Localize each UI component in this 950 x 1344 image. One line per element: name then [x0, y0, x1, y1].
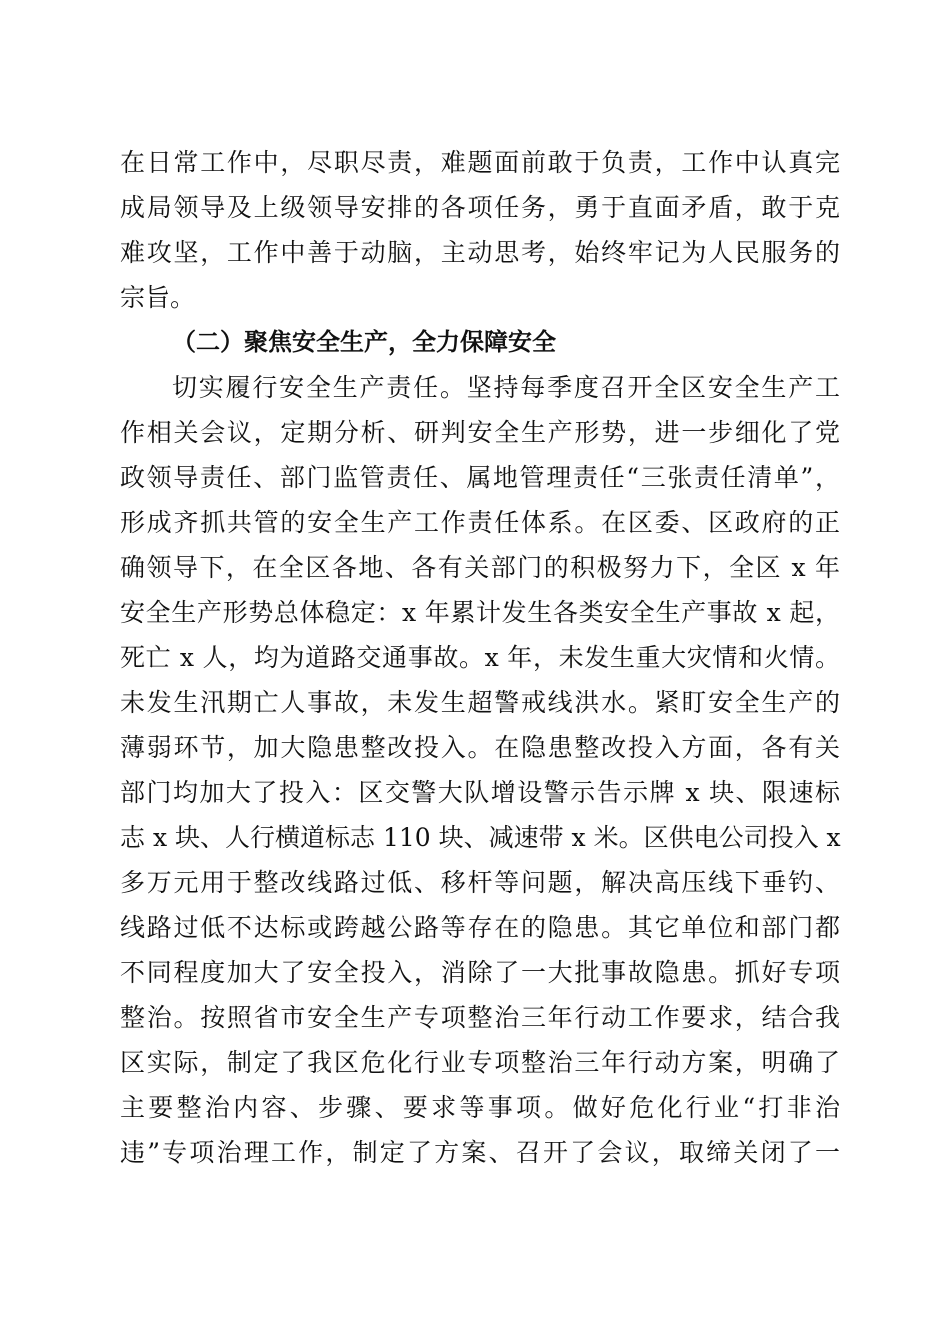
paragraph-1-line: 宗旨。	[120, 283, 196, 312]
paragraph-1-line: 成局领导及上级领导安排的各项任务，勇于直面矛盾，敢于克	[120, 193, 840, 222]
section-heading: （二）聚焦安全生产，全力保障安全	[172, 328, 556, 356]
paragraph-2-line: 作相关会议，定期分析、研判安全生产形势，进一步细化了党	[120, 418, 840, 447]
paragraph-2-line: 形成齐抓共管的安全生产工作责任体系。在区委、区政府的正	[120, 508, 840, 537]
paragraph-2-line: 线路过低不达标或跨越公路等存在的隐患。其它单位和部门都	[120, 913, 840, 942]
paragraph-2-line: 违”专项治理工作，制定了方案、召开了会议，取缔关闭了一	[120, 1138, 840, 1167]
document-body	[120, 140, 840, 1175]
paragraph-1-line: 难攻坚，工作中善于动脑，主动思考，始终牢记为人民服务的	[120, 238, 840, 267]
paragraph-2-line: 区实际，制定了我区危化行业专项整治三年行动方案，明确了	[120, 1048, 840, 1077]
paragraph-2-line: 政领导责任、部门监管责任、属地管理责任“三张责任清单”，	[120, 463, 840, 492]
paragraph-1-line: 在日常工作中，尽职尽责，难题面前敢于负责，工作中认真完	[120, 148, 840, 177]
paragraph-2-line: 不同程度加大了安全投入，消除了一大批事故隐患。抓好专项	[120, 958, 840, 987]
paragraph-2-line: 确领导下，在全区各地、各有关部门的积极努力下，全区 x 年	[120, 553, 840, 582]
paragraph-2-line: 安全生产形势总体稳定：x 年累计发生各类安全生产事故 x 起，	[120, 598, 840, 627]
paragraph-2-line: 多万元用于整改线路过低、移杆等问题，解决高压线下垂钓、	[120, 868, 840, 897]
paragraph-2-line: 未发生汛期亡人事故，未发生超警戒线洪水。紧盯安全生产的	[120, 688, 840, 717]
paragraph-2-line: 切实履行安全生产责任。坚持每季度召开全区安全生产工	[172, 373, 840, 402]
paragraph-2-line: 部门均加大了投入：区交警大队增设警示告示牌 x 块、限速标	[120, 778, 840, 807]
paragraph-2-line: 志 x 块、人行横道标志 110 块、减速带 x 米。区供电公司投入 x	[120, 823, 841, 852]
paragraph-2-line: 薄弱环节，加大隐患整改投入。在隐患整改投入方面，各有关	[120, 733, 840, 762]
paragraph-2-line: 主要整治内容、步骤、要求等事项。做好危化行业“打非治	[120, 1093, 840, 1122]
paragraph-2-line: 死亡 x 人，均为道路交通事故。x 年，未发生重大灾情和火情。	[120, 643, 840, 672]
paragraph-2-line: 整治。按照省市安全生产专项整治三年行动工作要求，结合我	[120, 1003, 840, 1032]
